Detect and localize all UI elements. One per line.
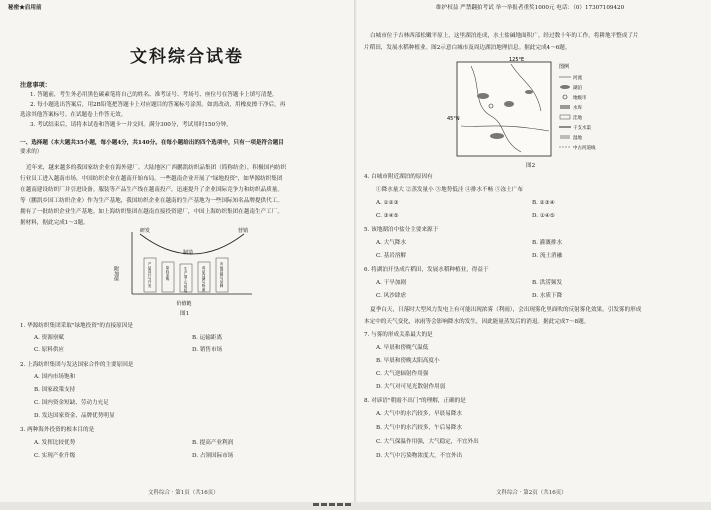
intro-line-1: 白城市位于吉林西部松嫩平原上，这里湖泊连成，水土盐碱地面积广。经过数十年的工作，将耕地平整成了片	[370, 33, 639, 39]
passage-line-2: 行业员工进入越南市场，中国纺织企业在越南开始布局。一些越南企业开展了"绿地投资"，如华源纺织集团	[20, 176, 283, 182]
q7-option-b[interactable]: B. 早晨和傍晚太阳高度小	[376, 358, 440, 364]
lake-shape	[477, 93, 489, 99]
note-3: 3. 考试结束后，请将本试卷和答题卡一并交回。满分300分，考试用时150分钟。	[30, 122, 232, 128]
stage-label: 原料采购	[166, 266, 170, 281]
top-right-label: 营销	[238, 228, 249, 234]
legend-item: 水库	[573, 106, 582, 111]
legend-title: 图例	[559, 64, 570, 70]
top-left-label: 研发	[140, 228, 151, 234]
q3-option-c[interactable]: C. 实现产业升级	[34, 453, 76, 459]
note-2: 2. 每小题选出答案后，用2B铅笔把答题卡上对应题目的答案标号涂黑。如需改动，用橡皮擦干净后，再	[30, 102, 286, 108]
q4-option-d[interactable]: D. ①④⑤	[532, 213, 555, 219]
lake-shape	[525, 90, 533, 94]
stage-label: 生产加工与组装	[184, 267, 188, 293]
q4-option-b[interactable]: B. ②③④	[532, 200, 555, 206]
q5-option-d[interactable]: D. 流土消融	[532, 253, 563, 259]
q2-option-a[interactable]: A. 国内市场饱和	[34, 374, 76, 380]
page-title: 文科综合试卷	[130, 47, 244, 67]
value-chain-figure	[110, 226, 260, 308]
stage-label: 产品设计与开发	[148, 262, 152, 288]
q2-option-b[interactable]: B. 国家政策支持	[34, 387, 76, 393]
q1-option-d[interactable]: D. 销售市场	[192, 347, 223, 353]
q6-option-a[interactable]: A. 干旱加剧	[376, 280, 406, 286]
q6-option-b[interactable]: B. 洪涝频发	[532, 280, 563, 286]
right-page-footer: 文科综合 · 第2页（共16页）	[496, 490, 567, 496]
question-6-stem: 6. 将湖泊开垦成片稻田，发展水稻种植业，得益于	[364, 267, 489, 273]
question-4-stem: 4. 白城市附近湖泊的原因有	[364, 174, 433, 180]
q8-option-b[interactable]: B. 大气中的水汽较多，午后易降水	[376, 425, 462, 431]
q6-option-d[interactable]: D. 水质下降	[532, 293, 563, 299]
passage-line-1: 近年来，越来越多的我国家纺企业在海外建厂。大陆地区广西鹏凯纺织品集团（简称纺企），积极国内纺织	[26, 165, 287, 171]
legend-item: 干支水渠	[573, 126, 591, 131]
q8-option-a[interactable]: A. 大气中的水汽较多，早晨易降水	[376, 411, 462, 417]
legend-item: 河流	[573, 76, 582, 81]
map-legend	[559, 63, 596, 151]
stage-boxes	[144, 258, 228, 293]
left-page	[0, 0, 356, 502]
section-1-heading: 一、选择题（本大题共35小题，每小题4分，共140分。在每小题给出的四个选项中，只有一项是符合题目	[20, 140, 284, 146]
section-1-heading-b: 要求的）	[20, 149, 43, 155]
legend-item: 洼地	[573, 116, 582, 121]
stage-label: 成品仓储与物流	[202, 266, 206, 292]
q7-option-d[interactable]: D. 大气对可见光散射作用弱	[376, 384, 446, 390]
legend-item: 湖泊	[573, 86, 582, 91]
question-4-statements: ①降水量大 ②蒸发量小 ③地势低洼 ④排水不畅 ⑤冻土广布	[376, 187, 523, 193]
passage-line-6: 据材料，据此完成1～3题。	[20, 220, 89, 226]
latitude-label: 45°N	[447, 116, 460, 122]
figure-1-caption: 图1	[180, 311, 190, 317]
question-7-stem: 7. 与雾的形成关系最大的是	[364, 332, 433, 338]
legend-item: 地级市	[573, 96, 587, 101]
q3-option-b[interactable]: B. 提高产业利润	[192, 440, 234, 446]
legend-item: 中古河道线	[573, 146, 596, 151]
q7-option-c[interactable]: C. 大气逆辐射作用强	[376, 371, 429, 377]
question-5-stem: 5. 该地湖泊中盐分主要来源于	[364, 227, 439, 233]
passage-line-3: 在越南建设纺织厂并引进设备。服装等产品生产线在越南投产，迅速提升了企业国际竞争力和纺织品质量。	[20, 187, 283, 193]
y-axis-label: 附加值	[113, 266, 119, 281]
question-2-stem: 2. 上海纺织集团与发达国家合作的主要原因是	[20, 362, 134, 368]
intro-line-2: 片稻田，发展水稻种植业。图2示意白城市及周边湖泊地理信息。据此完成4～6题。	[364, 45, 571, 51]
q1-option-c[interactable]: C. 原料供应	[34, 347, 65, 353]
baicheng-map	[447, 56, 611, 168]
anti-copy-header: 维护权益 严禁翻拍考试 举一举报者重奖1000元 电话：（0）17307109420	[436, 5, 625, 11]
q8-option-d[interactable]: D. 大气中污染物浓度大，不宜外出	[376, 453, 463, 459]
lake-shape	[490, 133, 504, 139]
q6-option-c[interactable]: C. 风沙肆虐	[376, 293, 407, 299]
notes-heading: 注意事项：	[20, 82, 51, 89]
figure-2-caption: 图2	[526, 163, 536, 169]
q5-option-b[interactable]: B. 灌溉排水	[532, 240, 563, 246]
passage2-line-2: 本定中的天气变化，冰雨等会影响降水的发生，因此能量蒸发后的消退。据此完成7～8题。	[364, 319, 590, 325]
right-page	[356, 0, 711, 502]
passage2-line-1: 夏季白天，日落时大型风力发电上有可能出现浓雾（利雨），会出现雾化里面吹的反射雾化效果，引发雾的形成	[370, 307, 642, 313]
q3-option-d[interactable]: D. 占领国际市场	[192, 453, 234, 459]
left-page-footer: 文科综合 · 第1页（共16页）	[148, 490, 219, 496]
passage-line-4: 等（鹏凯乡国工纺织企业）作为生产基地，我国纺织企业在越南的生产基地为一些国际知名品牌提供代工。	[20, 198, 283, 204]
longitude-label: 125°E	[509, 57, 525, 63]
center-dash-marks	[312, 491, 352, 510]
q4-option-a[interactable]: A. ①②③	[376, 200, 399, 206]
q1-option-b[interactable]: B. 运输距离	[192, 335, 223, 341]
q4-option-c[interactable]: C. ③④⑤	[376, 213, 399, 219]
top-mid-label: 制造	[182, 250, 194, 256]
question-1-stem: 1. 华源纺织集团采取"绿地投资"的直接原因是	[20, 323, 133, 329]
q2-option-d[interactable]: D. 发达国家资金、品牌优势明显	[34, 413, 115, 419]
lake-shape	[504, 101, 514, 107]
confidential-mark: 秘密★启用前	[8, 5, 42, 11]
q3-option-a[interactable]: A. 发挥比较优势	[34, 440, 76, 446]
note-1: 1. 答题前，考生务必用黑色碳素笔将自己的姓名、准考证号、考场号、座位号在答题卡上填写清楚。	[30, 92, 278, 98]
x-axis-label: 价值链	[176, 301, 192, 307]
note-2b: 选涂其他答案标号。在试题卷上作答无效。	[20, 112, 127, 118]
q2-option-c[interactable]: C. 国内资金短缺、劳动力充足	[34, 400, 109, 406]
question-8-stem: 8. 对谚语"朝霞不出门"的理解，正确的是	[364, 398, 466, 404]
q7-option-a[interactable]: A. 早晨和傍晚气温低	[376, 345, 429, 351]
q5-option-c[interactable]: C. 基岩溶解	[376, 253, 407, 259]
question-3-stem: 3. 两种海外投资的根本目的是	[20, 427, 95, 433]
passage-line-5: 拥有了一批纺织企业生产基地。如上海纺织集团在越南直接投资建厂，中国上海纺织集团在越南生产工厂。	[20, 209, 283, 215]
stage-label: 市场营销与品牌	[220, 262, 224, 288]
q1-option-a[interactable]: A. 资源禀赋	[34, 335, 64, 341]
q5-option-a[interactable]: A. 大气降水	[376, 240, 406, 246]
q8-option-c[interactable]: C. 大气保温作用强，大气稳定，不宜外出	[376, 439, 479, 445]
legend-item: 湿地	[573, 136, 582, 141]
